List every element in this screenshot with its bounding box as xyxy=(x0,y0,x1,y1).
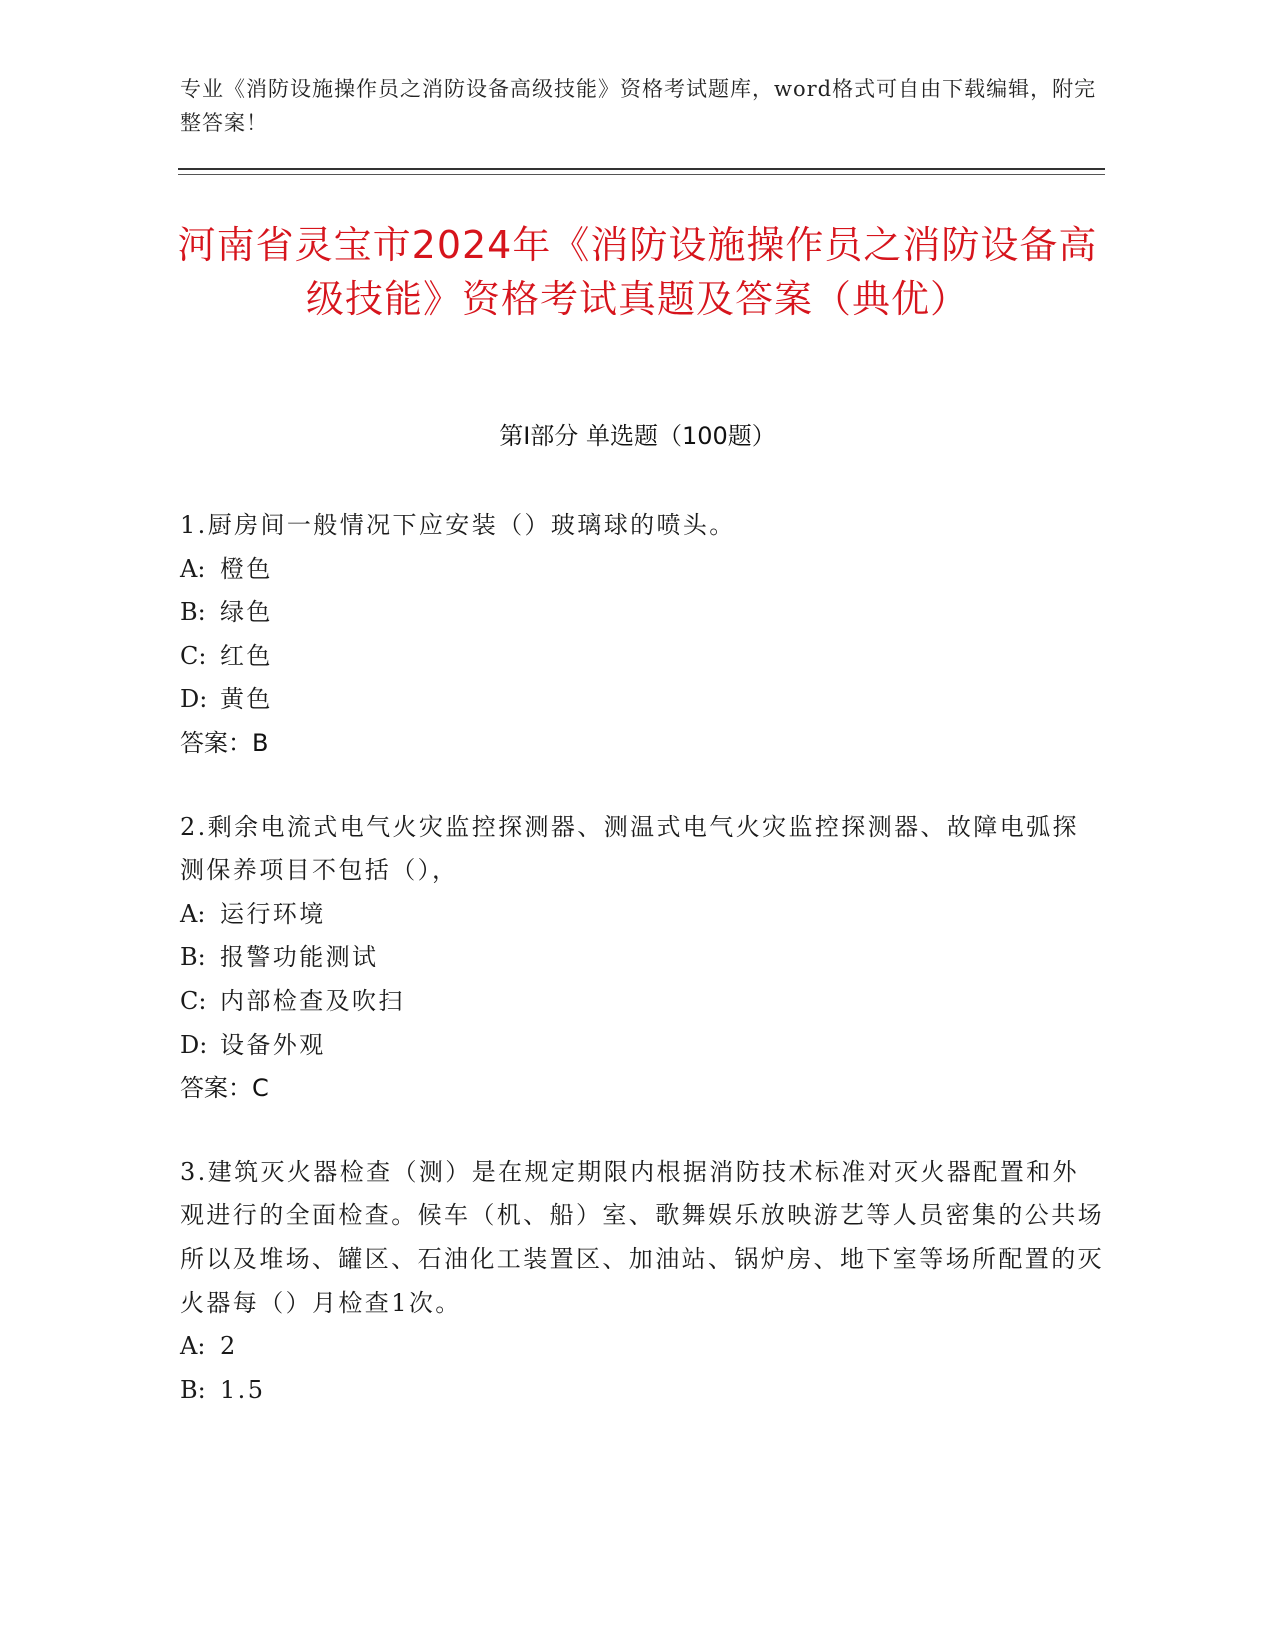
option-d xyxy=(180,1024,1105,1068)
question-stem: 2.剩余电流式电气火灾监控探测器、测温式电气火灾监控探测器、故障电弧探测保养项目不包括（）， xyxy=(180,812,1079,885)
answer: 答案：C xyxy=(180,1074,269,1103)
option-text: 2 xyxy=(220,1332,238,1361)
option-text: 黄色 xyxy=(220,685,273,714)
option-key: B: xyxy=(180,598,206,627)
option-key: A: xyxy=(180,1332,206,1361)
option-key: C: xyxy=(180,986,207,1015)
header-note: 专业《消防设施操作员之消防设备高级技能》资格考试题库，word格式可自由下载编辑，附完整答案！ xyxy=(180,77,1097,135)
header-divider-thin xyxy=(178,174,1105,175)
document-title: 河南省灵宝市2024年《消防设施操作员之消防设备高级技能》资格考试真题及答案（典优） xyxy=(177,223,1098,321)
option-c xyxy=(180,635,1105,679)
option-text: 设备外观 xyxy=(220,1030,326,1059)
question-list xyxy=(180,504,1105,1452)
option-a xyxy=(180,548,1105,592)
option-key: B: xyxy=(180,943,206,972)
option-key: D: xyxy=(180,1030,208,1059)
option-text: 红色 xyxy=(220,641,273,670)
option-key: A: xyxy=(180,554,206,583)
header-divider-thick xyxy=(178,168,1105,170)
option-c xyxy=(180,980,1105,1024)
option-text: 报警功能测试 xyxy=(220,943,379,972)
question-stem: 3.建筑灭火器检查（测）是在规定期限内根据消防技术标准对灭火器配置和外观进行的全面检查。候车（机、船）室、歌舞娱乐放映游艺等人员密集的公共场所以及堆场、罐区、石油化工装置区、加油站、锅炉房、地下室等场所配置的灭火器每（）月检查1次。 xyxy=(180,1157,1104,1317)
option-a xyxy=(180,1325,1105,1369)
section-heading: 第I部分 单选题（100题） xyxy=(499,422,776,450)
option-a xyxy=(180,893,1105,937)
question-3 xyxy=(180,1151,1105,1413)
option-key: A: xyxy=(180,899,206,928)
answer: 答案：B xyxy=(180,728,269,757)
option-d xyxy=(180,678,1105,722)
option-b xyxy=(180,1369,1105,1413)
option-text: 橙色 xyxy=(220,554,273,583)
question-2 xyxy=(180,806,1105,1111)
option-text: 运行环境 xyxy=(220,899,326,928)
option-text: 绿色 xyxy=(220,598,273,627)
option-b xyxy=(180,591,1105,635)
option-key: D: xyxy=(180,685,208,714)
option-b xyxy=(180,936,1105,980)
question-stem: 1.厨房间一般情况下应安装（）玻璃球的喷头。 xyxy=(180,511,736,539)
option-key: B: xyxy=(180,1375,206,1404)
option-text: 内部检查及吹扫 xyxy=(220,986,405,1015)
option-key: C: xyxy=(180,641,207,670)
question-1 xyxy=(180,504,1105,766)
option-text: 1.5 xyxy=(220,1375,266,1404)
